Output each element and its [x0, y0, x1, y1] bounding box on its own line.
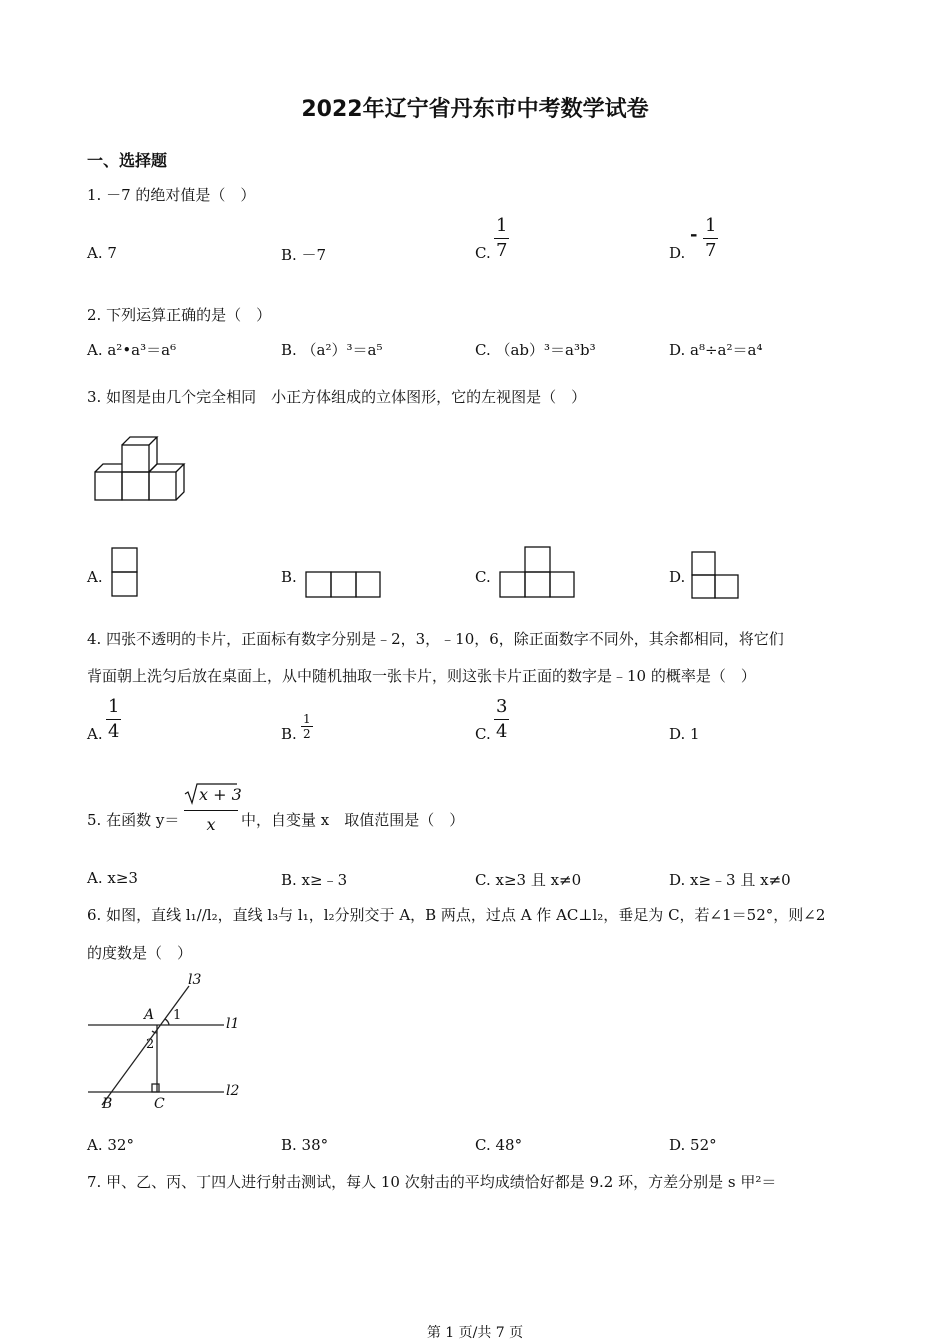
q6-label-l1: l1 — [226, 1016, 240, 1032]
question-4-line-1: 4. 四张不透明的卡片，正面标有数字分别是﹣2，3，﹣10，6，除正面数字不同外，其余都相同，将它们 — [87, 630, 784, 648]
q1-option-d-sign: - — [690, 224, 698, 245]
question-5-suffix: 中，自变量 x 取值范围是（ ） — [241, 811, 465, 829]
q6-option-b: B. 38° — [281, 1136, 329, 1154]
q6-option-d: D. 52° — [669, 1136, 717, 1154]
question-4-line-2: 背面朝上洗匀后放在桌面上，从中随机抽取一张卡片，则这张卡片正面的数字是﹣10 的概率是（ ） — [87, 667, 756, 685]
q3-option-d-label: D. — [669, 568, 686, 586]
q3-solid-figure — [90, 432, 190, 504]
q5-option-d: D. x≥﹣3 且 x≠0 — [669, 871, 791, 889]
q5-fraction-bar — [184, 810, 238, 811]
q5-radicand: x + 3 — [199, 785, 242, 804]
q3-option-a-figure — [111, 547, 141, 599]
q2-option-d: D. a⁸÷a²＝a⁴ — [669, 341, 763, 359]
question-6-line-1: 6. 如图，直线 l₁//l₂，直线 l₃与 l₁，l₂分别交于 A，B 两点，过点 A 作 AC⊥l₂，垂足为 C，若∠1＝52°，则∠2 — [87, 906, 826, 924]
q6-label-l2: l2 — [226, 1083, 240, 1099]
q6-geometry-figure — [86, 972, 256, 1117]
q6-label-l3: l3 — [188, 972, 202, 988]
q1-option-b: B. －7 — [281, 246, 327, 264]
q1-option-d-label: D. — [669, 244, 686, 262]
q4-option-b-label: B. — [281, 725, 297, 743]
q5-denominator: x — [206, 815, 216, 834]
q4-option-a-fraction: 1 4 — [108, 696, 120, 742]
q2-option-c: C. （ab）³＝a³b³ — [475, 341, 596, 359]
q2-option-a: A. a²•a³＝a⁶ — [87, 341, 177, 359]
q5-option-a: A. x≥3 — [87, 869, 138, 887]
q1-option-a: A. 7 — [87, 244, 117, 262]
page-footer: 第 1 页/共 7 页 — [426, 1325, 524, 1341]
q5-option-b: B. x≥﹣3 — [281, 871, 348, 889]
question-5-prefix: 5. 在函数 y＝ — [87, 811, 180, 829]
q4-option-d: D. 1 — [669, 725, 700, 743]
q1-option-d-fraction: 1 7 — [705, 215, 717, 261]
question-6-line-2: 的度数是（ ） — [87, 944, 193, 962]
q6-option-c: C. 48° — [475, 1136, 523, 1154]
q3-option-b-label: B. — [281, 568, 297, 586]
q3-option-b-figure — [305, 571, 385, 601]
question-1-stem: 1. －7 的绝对值是（ ） — [87, 186, 256, 204]
q1-option-c-fraction: 1 7 — [496, 215, 508, 261]
q6-label-b: B — [102, 1096, 113, 1112]
page-title: 2022年辽宁省丹东市中考数学试卷 — [301, 97, 649, 122]
q4-option-c-fraction: 3 4 — [496, 696, 508, 742]
question-2-stem: 2. 下列运算正确的是（ ） — [87, 306, 272, 324]
q3-option-c-label: C. — [475, 568, 491, 586]
q4-option-b-fraction: 1 2 — [303, 712, 311, 741]
q6-label-a: A — [144, 1007, 155, 1023]
question-3-stem: 3. 如图是由几个完全相同 小正方体组成的立体图形，它的左视图是（ ） — [87, 388, 587, 406]
q3-option-a-label: A. — [87, 568, 103, 586]
q6-label-c: C — [154, 1096, 165, 1112]
q3-option-d-figure — [691, 551, 745, 601]
q4-option-a-label: A. — [87, 725, 103, 743]
q6-angle-2: 2 — [146, 1037, 155, 1052]
q4-option-c-label: C. — [475, 725, 491, 743]
question-7-line-1: 7. 甲、乙、丙、丁四人进行射击测试，每人 10 次射击的平均成绩恰好都是 9.2 环，方差分别是 s 甲²＝ — [87, 1173, 777, 1191]
q5-function-fraction — [184, 782, 242, 836]
q5-option-c: C. x≥3 且 x≠0 — [475, 871, 582, 889]
q3-option-c-figure — [499, 546, 579, 602]
section-heading: 一、选择题 — [87, 151, 168, 170]
q1-option-c-label: C. — [475, 244, 491, 262]
q6-angle-1: 1 — [173, 1008, 182, 1023]
q2-option-b: B. （a²）³＝a⁵ — [281, 341, 383, 359]
q6-option-a: A. 32° — [87, 1136, 134, 1154]
